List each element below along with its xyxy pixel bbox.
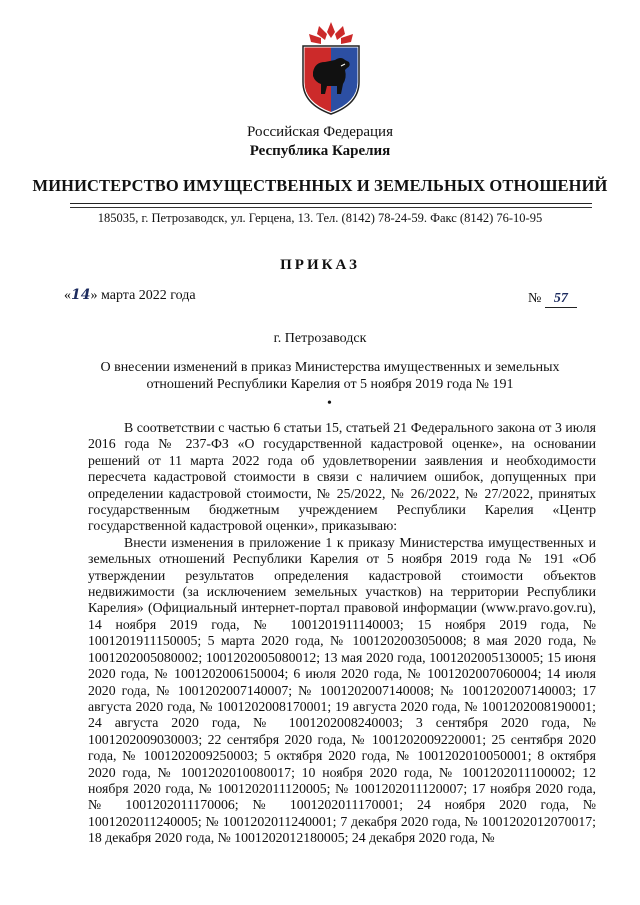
date-open-quote: «	[64, 288, 71, 303]
date-day-handwritten: 14	[71, 287, 91, 303]
header-rule-thin	[70, 207, 592, 208]
date-month-year: марта 2022 года	[97, 288, 196, 303]
document-title: ПРИКАЗ	[280, 257, 360, 273]
order-number	[528, 291, 577, 308]
ministry-address: 185035, г. Петрозаводск, ул. Герцена, 13. Тел. (8142) 78-24-59. Факс (8142) 76-10-95	[97, 211, 543, 225]
ministry-name: МИНИСТЕРСТВО ИМУЩЕСТВЕННЫХ И ЗЕМЕЛЬНЫХ ОТНОШЕНИЙ	[32, 176, 608, 195]
country-name: Российская Федерация	[247, 124, 393, 140]
number-label: №	[528, 291, 542, 306]
header-rule-thick	[70, 203, 592, 204]
order-body	[88, 420, 596, 847]
order-subject: О внесении изменений в приказ Министерства имущественных и земельных отношений Республики Карелия от 5 ноября 2019 года № 191	[100, 360, 560, 392]
karelia-coat-of-arms-icon	[295, 20, 367, 116]
body-paragraph-1: В соответствии с частью 6 статьи 15, статьей 21 Федерального закона от 3 июля 2016 года № 237-ФЗ «О государственной кадастровой оценке», на основании решений от 11 марта 2022 года об удовлетворении заявления и необходимости пересчета кадастровой стоимости в связи с наличием ошибок, допущенных при определении кадастровой стоимости, № 25/2022, № 26/2022, № 27/2022, принятых государственным бюджетным учреждением Республики Карелия «Центр государственной кадастровой оценки», приказываю:	[88, 420, 596, 534]
number-value-handwritten: 57	[545, 291, 577, 308]
republic-name: Республика Карелия	[249, 143, 391, 159]
body-paragraph-2: Внести изменения в приложение 1 к приказу Министерства имущественных и земельных отношений Республики Карелия от 5 ноября 2019 года № 191 «Об утверждении результатов определения кадастровой стоимости объектов недвижимости (за исключением земельных участков) на территории Республики Карелия» (Официальный интернет-портал правовой информации (www.pravo.gov.ru), 14 ноября 2019 года, № 1001201911140003; 15 ноября 2019 года, № 1001201911150005; 5 марта 2020 года, № 1001202003050008; 8 мая 2020 года, № 1001202005080002; 1001202005080012; 13 мая 2020 года, 1001202005130005; 15 июня 2020 года, № 1001202006150004; 6 июля 2020 года, № 1001202007060004; 14 июля 2020 года, № 1001202007140007; № 1001202007140008; № 1001202007140003; 17 августа 2020 года, № 1001202008170001; 19 августа 2020 года, № 1001202008190001; 24 августа 2020 года, № 1001202008240003; 3 сентября 2020 года, № 1001202009030003; 22 сентября 2020 года, № 1001202009220001; 25 сентября 2020 года, № 1001202009250003; 5 октября 2020 года, № 1001202010050001; 8 октября 2020 года, № 1001202010080017; 10 ноября 2020 года, № 1001202011100002; 12 ноября 2020 года, № 1001202011120005; № 1001202011120007; 17 ноября 2020 года, № 1001202011170006; № 1001202011170001; 24 ноября 2020 года, № 1001202011240005; № 1001202011240001; 7 декабря 2020 года, № 1001202012070017; 18 декабря 2020 года, № 1001202012180005; 24 декабря 2020 года, №	[88, 534, 596, 846]
order-date	[64, 287, 196, 304]
order-city: г. Петрозаводск	[273, 331, 367, 346]
separator-dot: •	[327, 396, 332, 411]
date-close-quote: »	[90, 288, 98, 303]
